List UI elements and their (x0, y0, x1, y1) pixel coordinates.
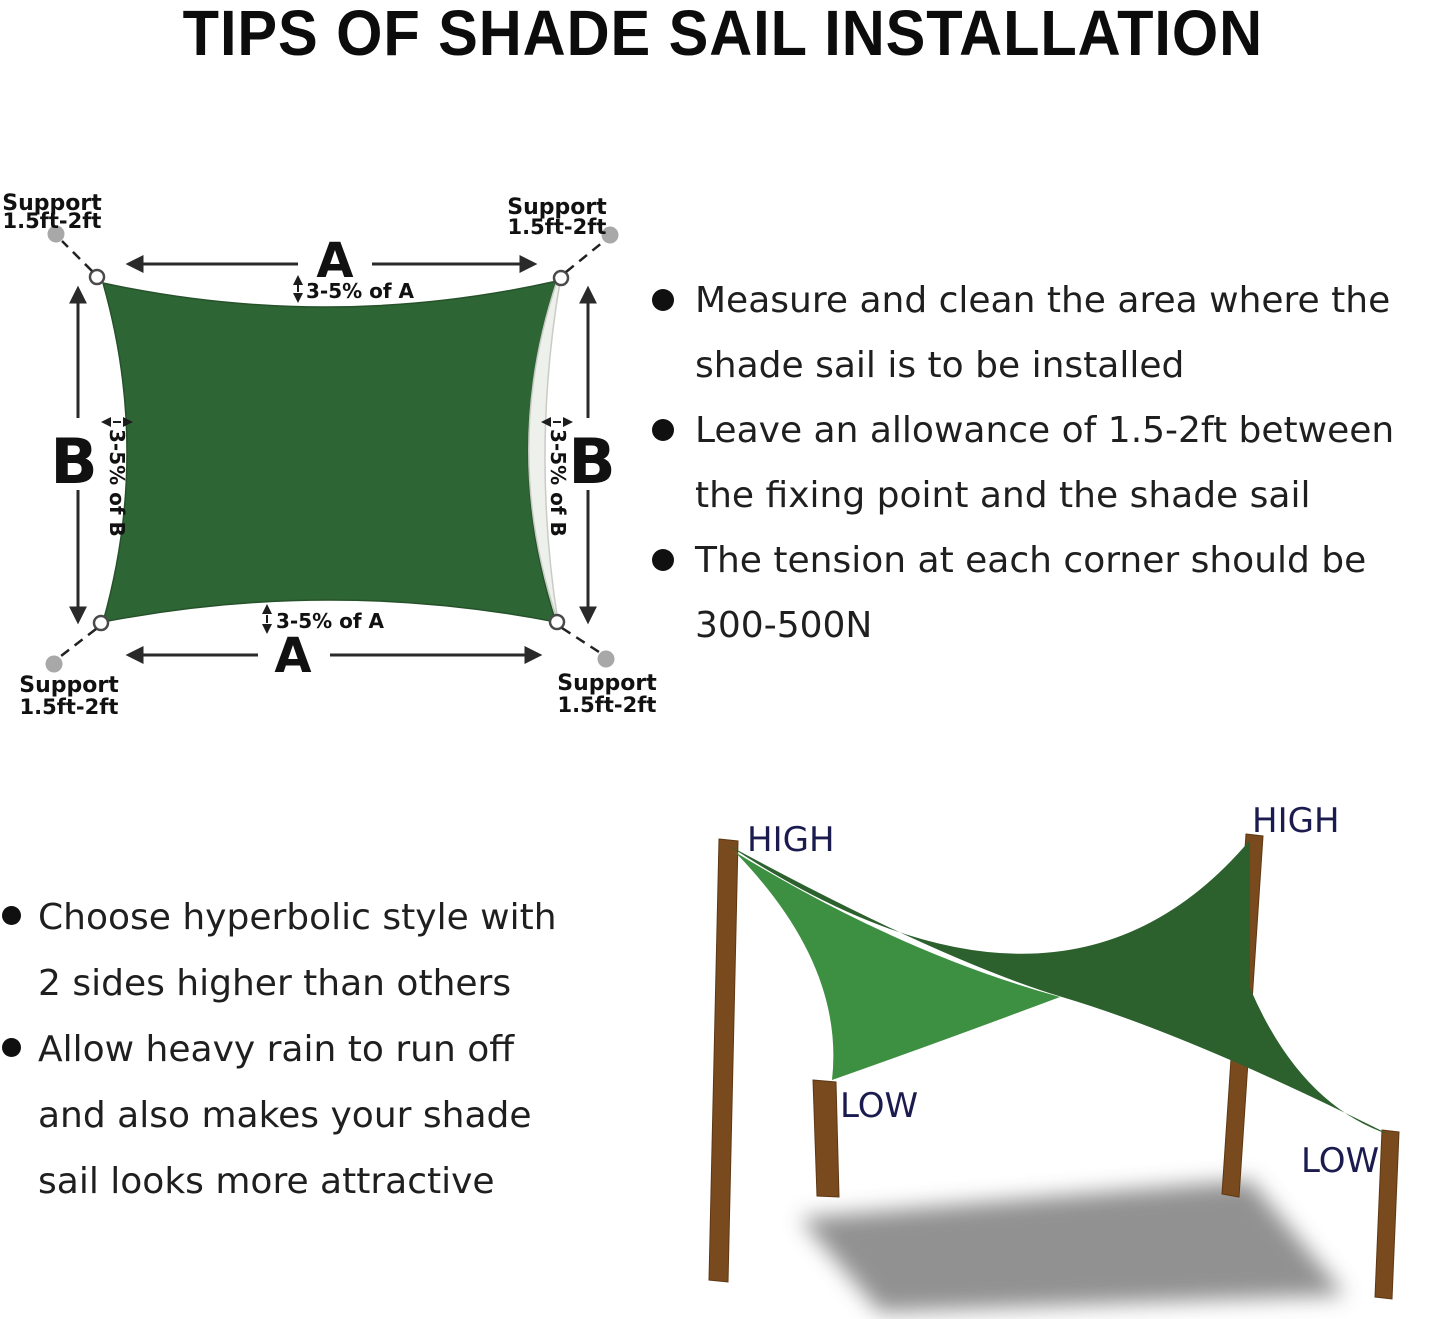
support-label: Support (557, 671, 657, 696)
sag-label: 3-5% of A (276, 609, 385, 633)
support-label: Support (507, 195, 607, 220)
support-label: 1.5ft-2ft (557, 693, 657, 717)
ground-shadow (800, 1180, 1345, 1312)
tip-text: shade sail is to be installed (695, 345, 1185, 386)
tip-text: Allow heavy rain to run off (38, 1029, 515, 1070)
support-tie-line (62, 241, 92, 271)
bullet-icon (2, 906, 21, 925)
dim-label-a: A (274, 628, 312, 684)
corner-ring-icon (550, 615, 564, 629)
tip-text: 300-500N (695, 605, 873, 646)
tip-text: and also makes your shade (38, 1095, 532, 1136)
corner-ring-icon (554, 271, 568, 285)
sag-label: 3-5% of B (546, 429, 570, 537)
page-title (0, 0, 1445, 70)
dim-label-a: A (316, 233, 354, 289)
tip-text: Measure and clean the area where the (695, 280, 1391, 321)
low-label: LOW (1301, 1141, 1380, 1181)
bullet-icon (652, 549, 674, 571)
sail-measurement-diagram (0, 150, 660, 770)
high-label: HIGH (747, 820, 835, 860)
support-label: 1.5ft-2ft (507, 215, 607, 239)
support-label: 1.5ft-2ft (19, 695, 119, 719)
support-label: Support (19, 673, 119, 698)
tip-text: 2 sides higher than others (38, 963, 512, 1004)
tip-text: Leave an allowance of 1.5-2ft between (695, 410, 1395, 451)
sag-label: 3-5% of A (306, 279, 415, 303)
low-label: LOW (840, 1086, 919, 1126)
support-label: 1.5ft-2ft (2, 209, 102, 233)
dim-label-b: B (50, 425, 98, 498)
page-title-text: TIPS OF SHADE SAIL INSTALLATION (182, 0, 1263, 69)
support-dot-icon (598, 651, 615, 668)
bullet-icon (652, 419, 674, 441)
support-label: Support (2, 191, 102, 216)
support-post-low-left (813, 1080, 839, 1197)
tip-text: Choose hyperbolic style with (38, 897, 557, 938)
high-label: HIGH (1252, 801, 1340, 841)
support-tie-line (562, 628, 599, 652)
dim-label-b: B (568, 425, 616, 498)
corner-ring-icon (90, 270, 104, 284)
support-tie-line (61, 629, 96, 656)
bullet-icon (2, 1038, 21, 1057)
bullet-icon (652, 289, 674, 311)
sag-label: 3-5% of B (105, 429, 129, 537)
hyperbolic-sail-illustration (640, 770, 1445, 1319)
sail-shape (103, 281, 557, 622)
tip-text: the fixing point and the shade sail (695, 475, 1311, 516)
support-tie-line (566, 242, 603, 272)
tip-text: The tension at each corner should be (695, 540, 1367, 581)
corner-ring-icon (94, 616, 108, 630)
support-dot-icon (46, 656, 63, 673)
support-post-high-left (709, 839, 738, 1282)
tip-text: sail looks more attractive (38, 1161, 495, 1202)
